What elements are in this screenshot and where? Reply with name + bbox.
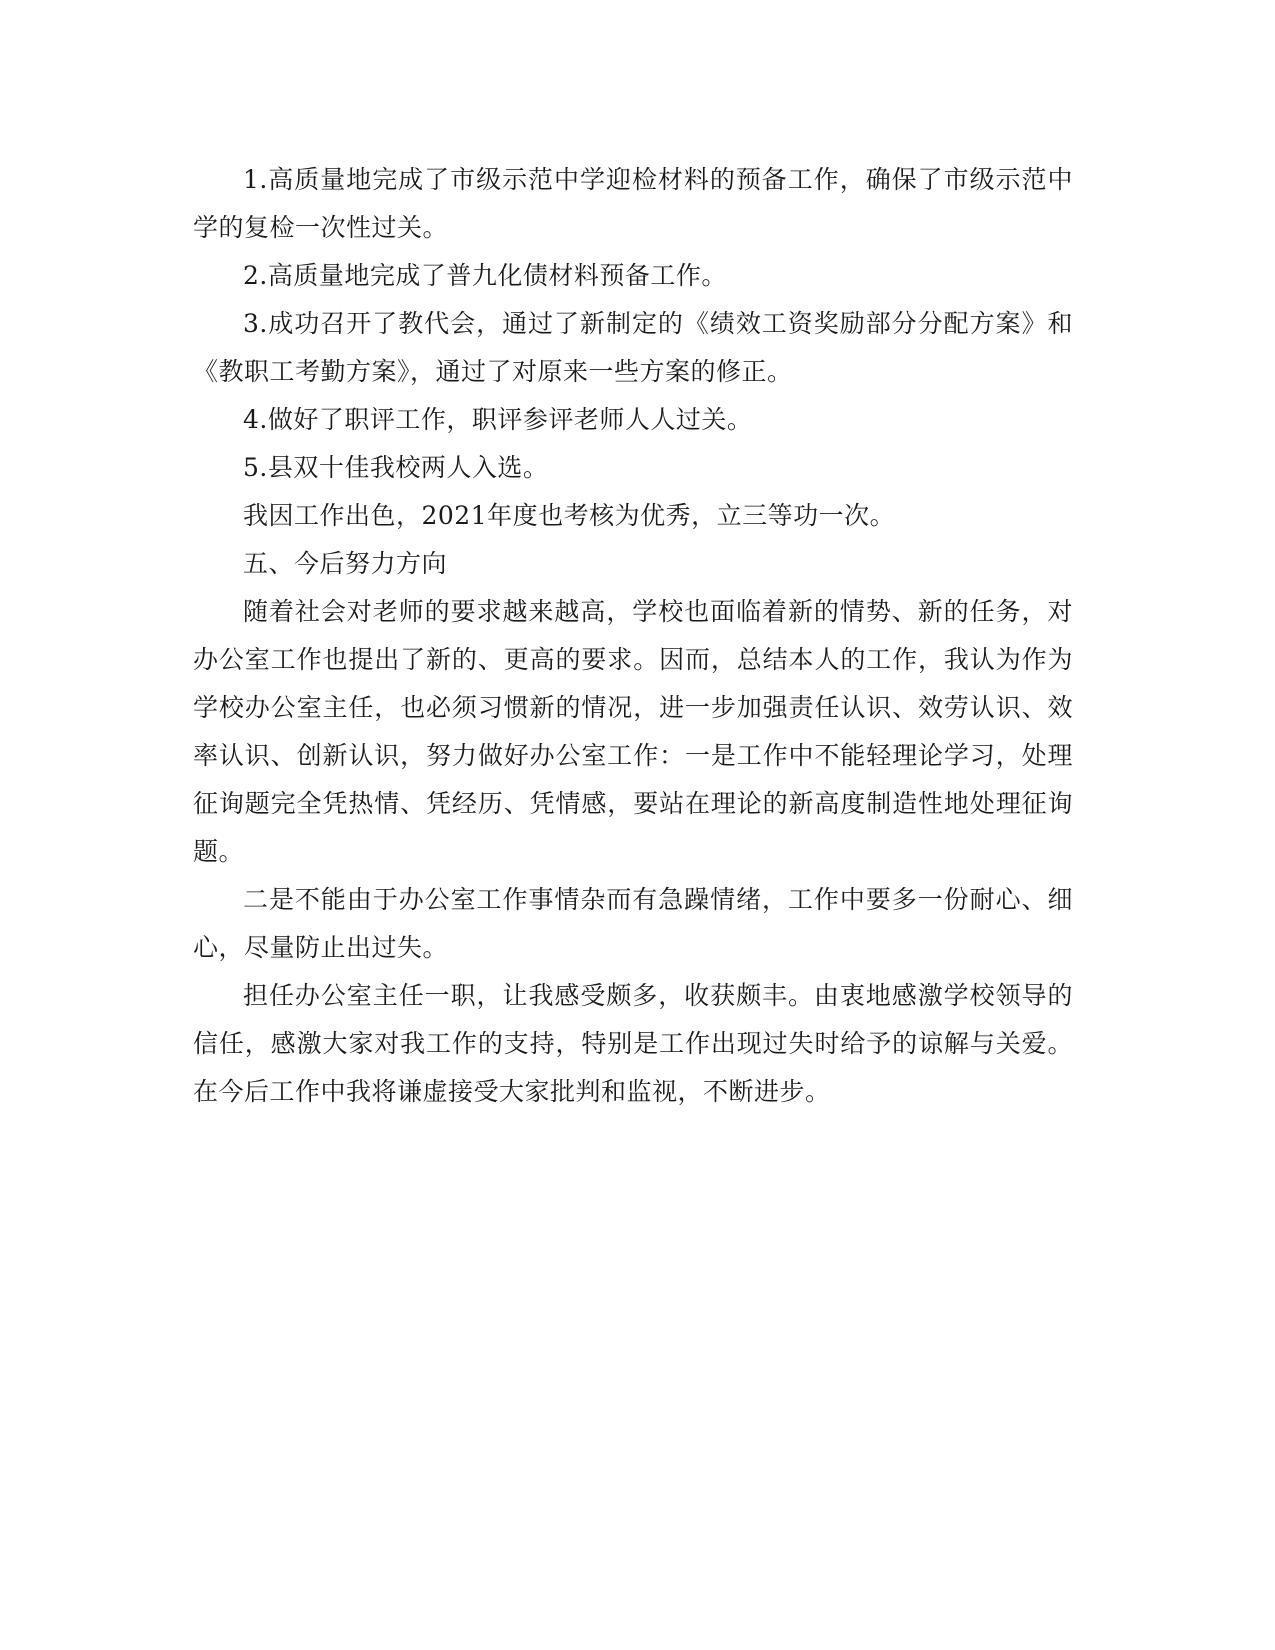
section-heading: 五、今后努力方向	[243, 549, 448, 578]
list-item-1: 1.高质量地完成了市级示范中学迎检材料的预备工作，确保了市级示范中学的复检一次性过关。	[193, 165, 1073, 242]
document-body	[193, 156, 1073, 1116]
paragraph-closing: 担任办公室主任一职，让我感受颇多，收获颇丰。由衷地感激学校领导的信任，感激大家对我工作的支持，特别是工作出现过失时给予的谅解与关爱。在今后工作中我将谦虚接受大家批判和监视，不断进步。	[193, 981, 1073, 1106]
list-item-5: 5.县双十佳我校两人入选。	[243, 453, 549, 482]
list-item-2: 2.高质量地完成了普九化债材料预备工作。	[243, 261, 727, 290]
list-item-4: 4.做好了职评工作，职评参评老师人人过关。	[243, 405, 753, 434]
paragraph-award: 我因工作出色，2021年度也考核为优秀，立三等功一次。	[243, 501, 896, 530]
paragraph-direction: 随着社会对老师的要求越来越高，学校也面临着新的情势、新的任务，对办公室工作也提出了新的、更高的要求。因而，总结本人的工作，我认为作为学校办公室主任，也必须习惯新的情况，进一步加强责任认识、效劳认识、效率认识、创新认识，努力做好办公室工作：一是工作中不能轻理论学习，处理征询题完全凭热情、凭经历、凭情感，要站在理论的新高度制造性地处理征询题。	[193, 597, 1073, 866]
paragraph-second-point: 二是不能由于办公室工作事情杂而有急躁情绪，工作中要多一份耐心、细心，尽量防止出过失。	[193, 885, 1073, 962]
list-item-3: 3.成功召开了教代会，通过了新制定的《绩效工资奖励部分分配方案》和《教职工考勤方案》，通过了对原来一些方案的修正。	[193, 309, 1073, 386]
